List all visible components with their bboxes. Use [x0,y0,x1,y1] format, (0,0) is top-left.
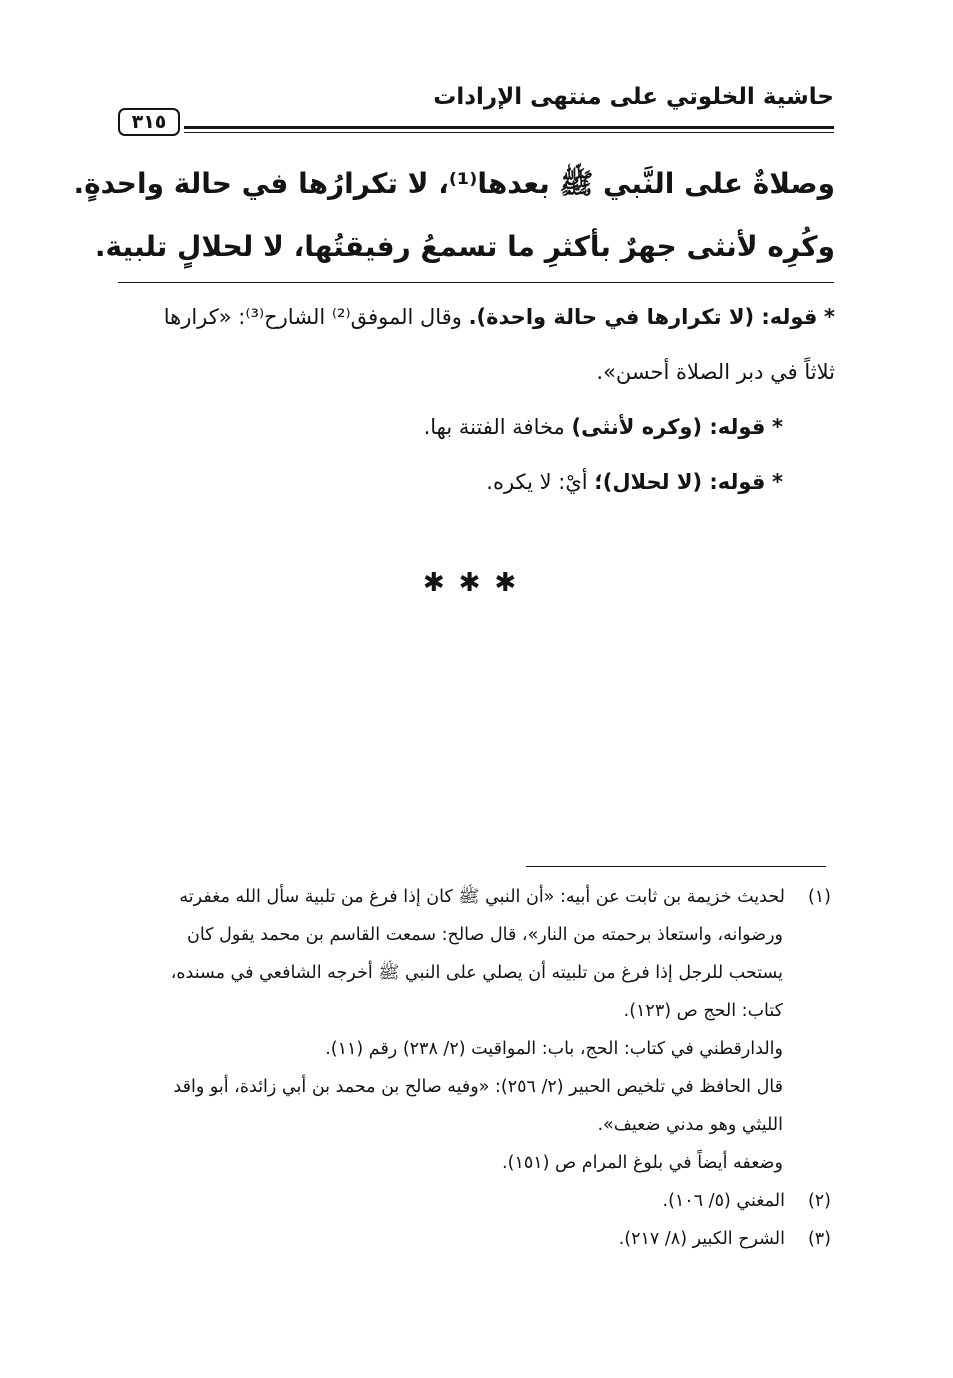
footnote-1-line-8: وضعفه أيضاً في بلوغ المرام ص (١٥١). [502,1153,783,1173]
commentary-text: مخافة الفتنة بها. [423,415,565,439]
footnote-text: لحديث خزيمة بن ثابت عن أبيه: «أن النبي ﷺ كان إذا فرغ من تلبية سأل الله مغفرته [179,887,785,907]
bullet-mark: * [824,305,835,329]
commentary-text: أيْ: لا يكره. [486,470,588,494]
commentary-lead: قوله: (لا تكرارها في حالة واحدة). [468,305,818,329]
header-rule-thin [184,132,834,133]
footnote-1-line-5: والدارقطني في كتاب: الحج، باب: المواقيت (٢/ ٢٣٨) رقم (١١). [325,1039,783,1059]
bullet-mark: * [772,470,783,494]
footnote-3 [119,1220,831,1258]
main-text-line-1: وصلاةٌ على النَّبي ﷺ بعدها⁽¹⁾، لا تكرارُها في حالة واحدةٍ. [73,167,835,200]
main-text-line-2: وكُرِه لأنثى جهرٌ بأكثرِ ما تسمعُ رفيقتُها، لا لحلالٍ تلبية. [94,230,835,263]
commentary-paragraph-1-continued: ثلاثاً في دبر الصلاة أحسن». [596,360,835,384]
footnote-marker: (٢) [807,1191,831,1211]
footnote-marker: (٣) [807,1229,831,1249]
footnote-1-line-1 [119,878,831,916]
commentary-lead: قوله: (وكره لأنثى) [571,415,766,439]
page-header [118,84,834,132]
bullet-mark: * [772,415,783,439]
footnote-1-line-4: كتاب: الحج ص (١٢٣). [623,1001,783,1021]
footnote-2 [119,1182,831,1220]
footnote-1-line-7: الليثي وهو مدني ضعيف». [597,1115,783,1135]
commentary-lead: قوله: (لا لحلال)؛ [594,470,766,494]
commentary-paragraph-3 [119,455,835,510]
footnote-1-line-3: يستحب للرجل إذا فرغ من تلبيته أن يصلي على النبي ﷺ أخرجه الشافعي في مسنده، [170,963,783,983]
commentary-paragraph-1 [119,290,835,345]
main-text [73,152,835,278]
running-title: حاشية الخلوتي على منتهى الإرادات [433,84,834,110]
footnote-1-line-6: قال الحافظ في تلخيص الحبير (٢/ ٢٥٦): «وفيه صالح بن محمد بن أبي زائدة، أبو واقد [173,1077,783,1097]
commentary-text: وقال الموفق⁽²⁾ الشارح⁽³⁾: «كرارها [163,305,462,329]
section-separator-stars: ✱✱✱ [422,568,531,598]
footnote-text: الشرح الكبير (٨/ ٢١٧). [618,1229,785,1249]
footnote-1-line-2: ورضوانه، واستعاذ برحمته من النار»، قال صالح: سمعت القاسم بن محمد يقول كان [187,925,783,945]
page-number-box: ٣١٥ [118,108,180,136]
header-rule-thick [184,126,834,129]
footnote-rule [526,866,826,867]
commentary [119,290,835,510]
commentary-paragraph-2 [119,400,835,455]
main-text-divider [118,282,834,283]
footnote-text: المغني (٥/ ١٠٦). [662,1191,785,1211]
footnote-marker: (١) [807,887,831,907]
footnotes [119,878,831,1258]
